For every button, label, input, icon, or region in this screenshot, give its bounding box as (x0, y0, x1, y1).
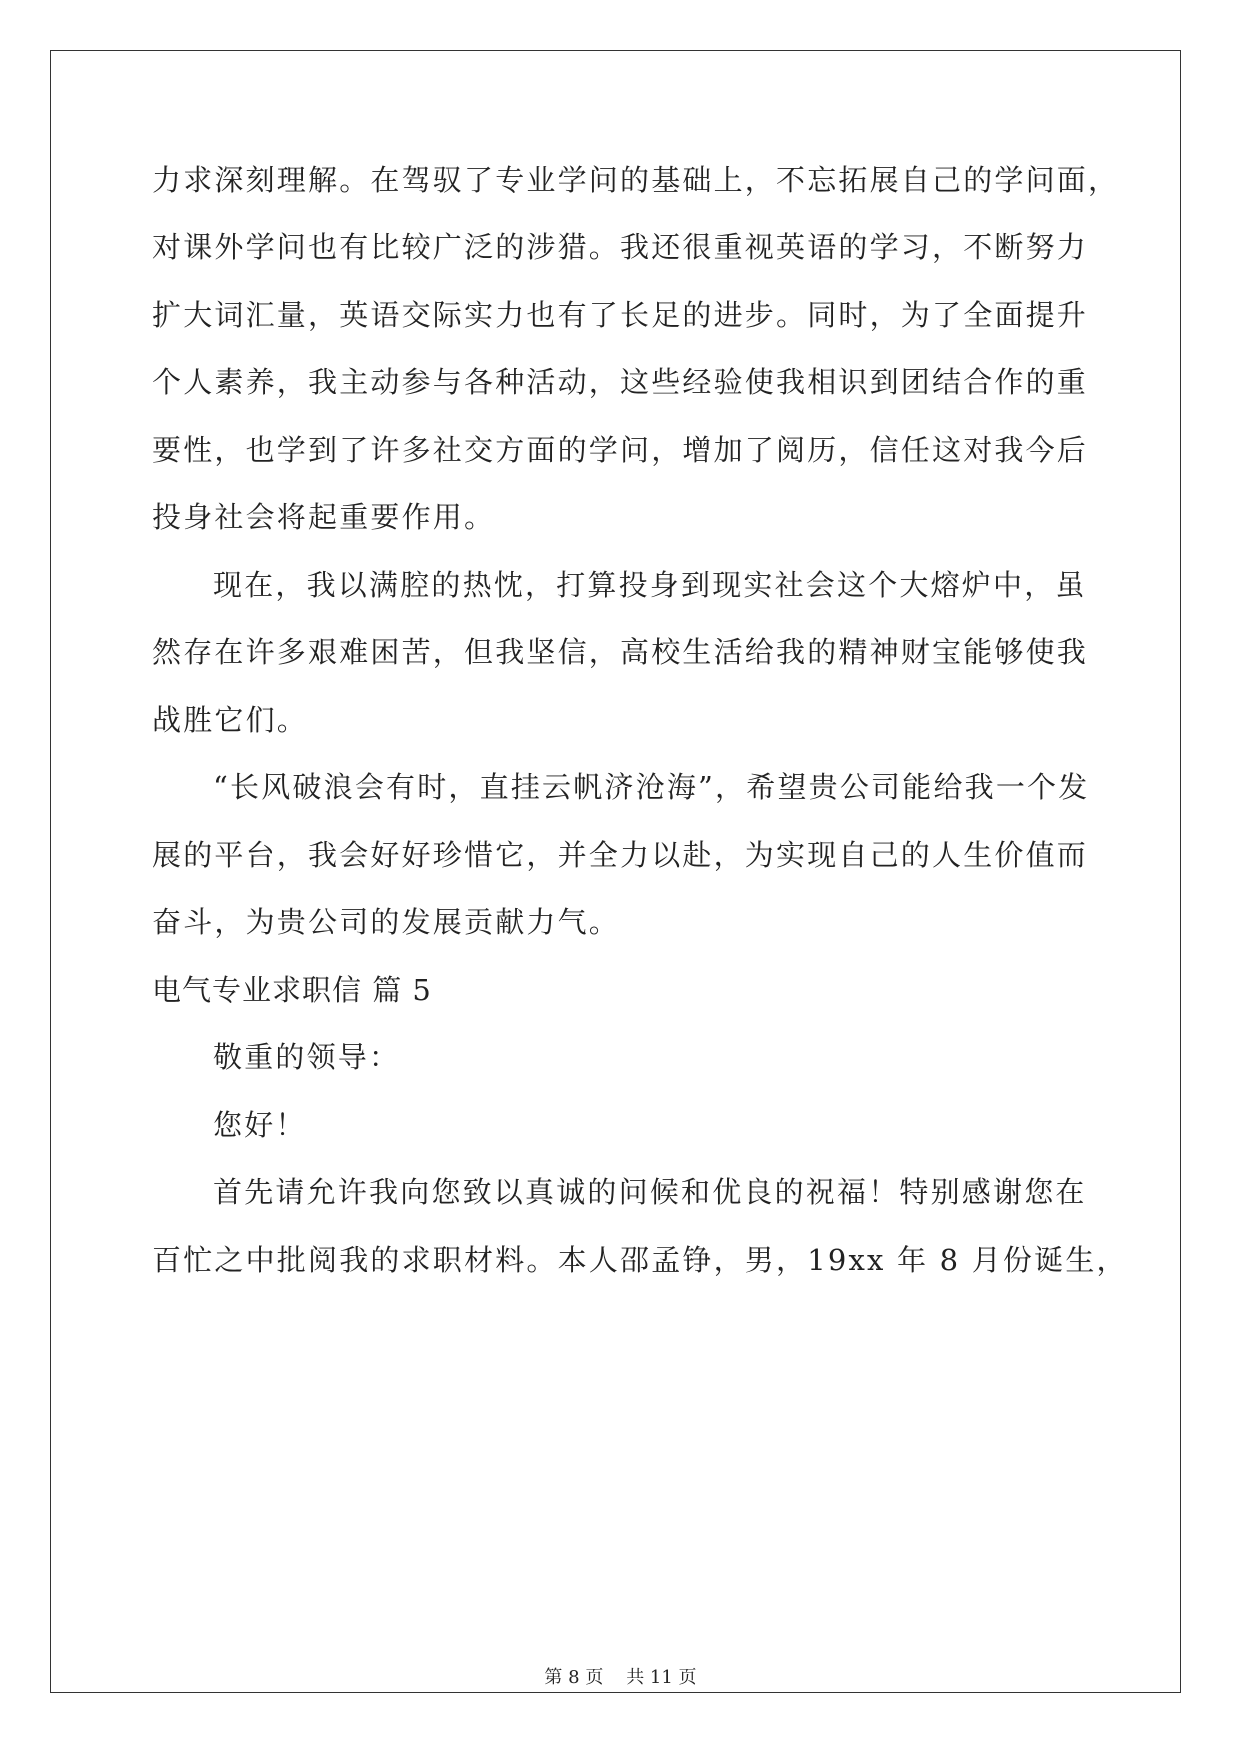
paragraph-line: 对课外学问也有比较广泛的涉猎。我还很重视英语的学习，不断努力 (152, 230, 1089, 264)
paragraph-line: “长风破浪会有时，直挂云帆济沧海”，希望贵公司能给我一个发 (213, 770, 1090, 804)
paragraph-line: 要性，也学到了许多社交方面的学问，增加了阅历，信任这对我今后 (152, 433, 1089, 467)
paragraph-line: 然存在许多艰难困苦，但我坚信，高校生活给我的精神财宝能够使我 (152, 635, 1089, 669)
paragraph-line: 扩大词汇量，英语交际实力也有了长足的进步。同时，为了全面提升 (152, 298, 1089, 332)
section-heading: 电气专业求职信 篇 5 (152, 973, 432, 1007)
greeting: 您好！ (213, 1108, 307, 1142)
page-footer (0, 1667, 1241, 1689)
paragraph-line: 个人素养，我主动参与各种活动，这些经验使我相识到团结合作的重 (152, 365, 1089, 399)
paragraph-line: 投身社会将起重要作用。 (152, 500, 496, 534)
paragraph-line: 展的平台，我会好好珍惜它，并全力以赴，为实现自己的人生价值而 (152, 838, 1089, 872)
paragraph-line: 奋斗，为贵公司的发展贡献力气。 (152, 905, 621, 939)
paragraph-line: 首先请允许我向您致以真诚的问候和优良的祝福！特别感谢您在 (213, 1175, 1087, 1209)
page-number: 第 8 页 共 11 页 (544, 1667, 697, 1688)
paragraph-line: 力求深刻理解。在驾驭了专业学问的基础上，不忘拓展自己的学问面， (152, 163, 1120, 197)
paragraph-line: 百忙之中批阅我的求职材料。本人邵孟铮，男，19xx 年 8 月份诞生， (152, 1243, 1128, 1277)
salutation: 敬重的领导： (213, 1040, 401, 1074)
paragraph-line: 战胜它们。 (152, 703, 309, 737)
paragraph-line: 现在，我以满腔的热忱，打算投身到现实社会这个大熔炉中，虽 (213, 568, 1087, 602)
